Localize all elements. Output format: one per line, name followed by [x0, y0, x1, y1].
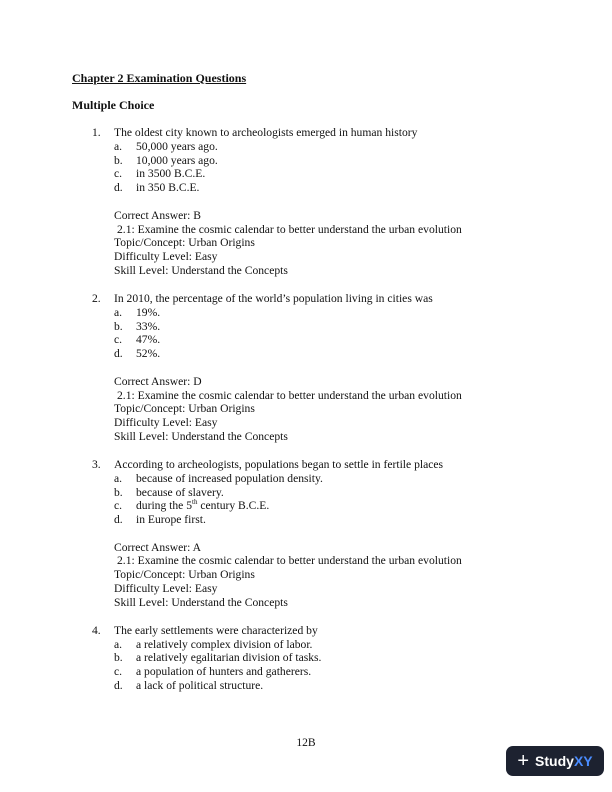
brand-main: Study [535, 753, 574, 769]
choice-letter: b. [114, 651, 123, 665]
choice-letter: c. [114, 499, 123, 513]
learning-objective: 2.1: Examine the cosmic calendar to better understand the urban evolution [117, 388, 462, 402]
choice-item [92, 638, 592, 652]
choice-item [92, 333, 592, 347]
choice-text: in 3500 B.C.E. [136, 167, 206, 181]
chapter-title: Chapter 2 Examination Questions [72, 71, 247, 85]
choice-text: 47%. [136, 333, 161, 347]
choice-letter: b. [114, 153, 123, 167]
answer-metadata [92, 541, 592, 610]
choice-item [92, 140, 592, 154]
choice-letter: b. [114, 485, 123, 499]
choice-text-pre: during the 5 [136, 499, 193, 513]
studyxy-badge[interactable] [506, 746, 604, 776]
difficulty-level: Difficulty Level: Easy [114, 250, 218, 264]
question-number: 3. [92, 457, 101, 471]
answer-metadata [92, 375, 592, 444]
learning-objective: 2.1: Examine the cosmic calendar to better understand the urban evolution [117, 554, 462, 568]
choice-item [92, 167, 592, 181]
topic-concept: Topic/Concept: Urban Origins [114, 402, 255, 416]
choice-item [92, 486, 592, 500]
choice-text [136, 499, 269, 513]
question-number: 4. [92, 623, 101, 637]
choice-letter: d. [114, 679, 123, 693]
choice-text: in 350 B.C.E. [136, 181, 200, 195]
page-number: 12B [296, 736, 316, 749]
choice-text: 19%. [136, 305, 161, 319]
choice-item [92, 651, 592, 665]
choice-letter: b. [114, 319, 123, 333]
choice-letter: c. [114, 167, 123, 181]
topic-concept: Topic/Concept: Urban Origins [114, 236, 255, 250]
choice-item [92, 154, 592, 168]
choice-text: in Europe first. [136, 513, 206, 527]
choice-text-post: century B.C.E. [197, 499, 270, 513]
brand-accent: XY [573, 753, 593, 769]
correct-answer: Correct Answer: D [114, 374, 202, 388]
question-3 [92, 458, 592, 610]
choice-item [92, 306, 592, 320]
choice-text: a relatively complex division of labor. [136, 637, 313, 651]
choice-text: a relatively egalitarian division of tasks. [136, 651, 322, 665]
choice-letter: a. [114, 139, 123, 153]
question-text: According to archeologists, populations began to settle in fertile places [114, 457, 444, 471]
difficulty-level: Difficulty Level: Easy [114, 416, 218, 430]
choice-text: a population of hunters and gatherers. [136, 665, 312, 679]
choice-text: because of slavery. [136, 485, 224, 499]
choice-item [92, 499, 592, 513]
choice-letter: a. [114, 637, 123, 651]
question-2 [92, 292, 592, 444]
question-4 [92, 624, 592, 693]
plus-icon: + [517, 750, 530, 772]
choice-item [92, 665, 592, 679]
topic-concept: Topic/Concept: Urban Origins [114, 568, 255, 582]
choice-letter: c. [114, 333, 123, 347]
choice-letter: a. [114, 471, 123, 485]
ordinal-superscript: th [192, 498, 198, 507]
question-number: 1. [92, 126, 101, 139]
question-text: In 2010, the percentage of the world’s population living in cities was [114, 291, 433, 305]
section-title: Multiple Choice [72, 98, 155, 112]
difficulty-level: Difficulty Level: Easy [114, 582, 218, 596]
choice-item [92, 181, 592, 195]
choice-text: a lack of political structure. [136, 679, 264, 693]
question-text: The early settlements were characterized by [114, 623, 318, 637]
skill-level: Skill Level: Understand the Concepts [114, 263, 288, 277]
choice-text: because of increased population density. [136, 471, 323, 485]
choice-item [92, 320, 592, 334]
question-list [92, 126, 592, 707]
choice-text: 33%. [136, 319, 161, 333]
question-1 [92, 126, 592, 278]
choice-letter: d. [114, 181, 123, 195]
answer-metadata [92, 209, 592, 278]
choice-letter: a. [114, 305, 123, 319]
learning-objective: 2.1: Examine the cosmic calendar to better understand the urban evolution [117, 222, 462, 236]
choice-item [92, 347, 592, 361]
choice-letter: c. [114, 665, 123, 679]
skill-level: Skill Level: Understand the Concepts [114, 595, 288, 609]
choice-text: 52%. [136, 347, 161, 361]
choice-item [92, 472, 592, 486]
choice-text: 10,000 years ago. [136, 153, 218, 167]
skill-level: Skill Level: Understand the Concepts [114, 429, 288, 443]
correct-answer: Correct Answer: A [114, 540, 201, 554]
correct-answer: Correct Answer: B [114, 208, 201, 222]
choice-letter: d. [114, 347, 123, 361]
question-number: 2. [92, 291, 101, 305]
question-text: The oldest city known to archeologists emerged in human history [114, 126, 418, 139]
choice-text: 50,000 years ago. [136, 139, 218, 153]
choice-item [92, 513, 592, 527]
choice-letter: d. [114, 513, 123, 527]
choice-item [92, 679, 592, 693]
